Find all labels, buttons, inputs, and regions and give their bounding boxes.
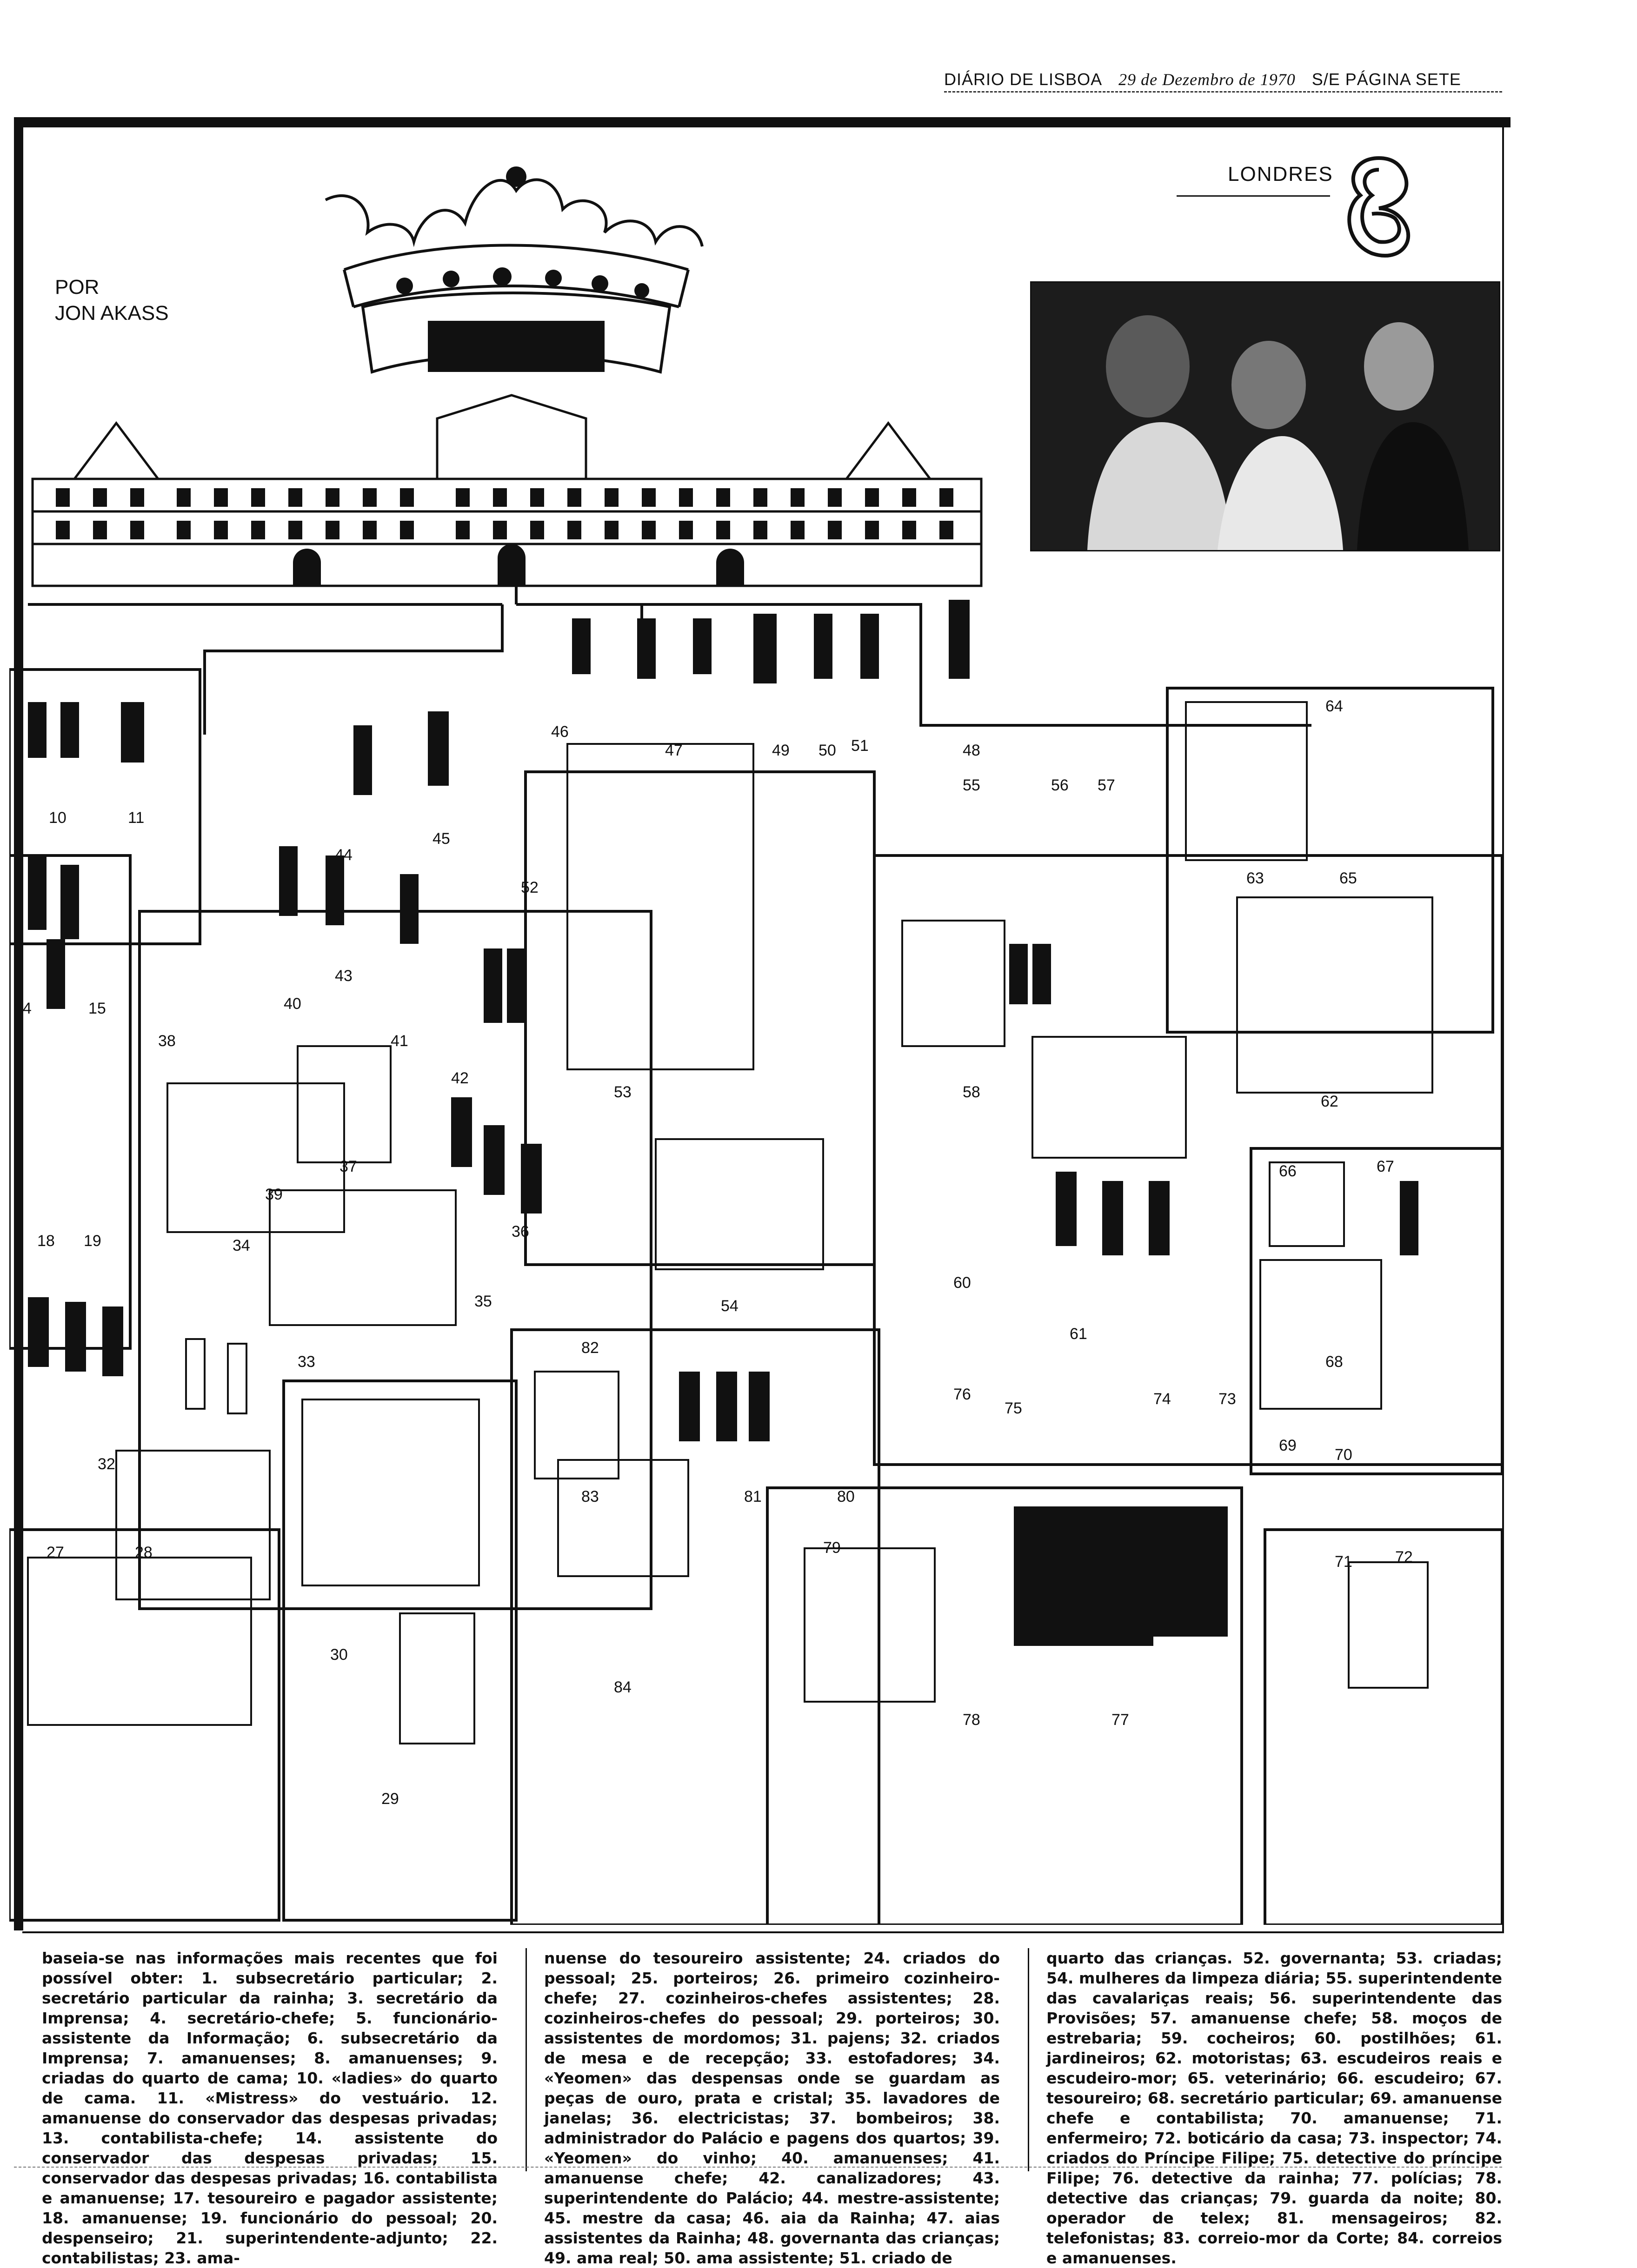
figure-number: 10 — [49, 809, 67, 827]
figure-number: 29 — [381, 1790, 399, 1808]
section-rule — [1177, 195, 1330, 197]
figure-number: 72 — [1395, 1548, 1413, 1566]
byline-prefix: POR — [55, 276, 100, 298]
top-border-bar — [22, 117, 1511, 127]
newspaper-header — [944, 70, 1502, 89]
column-divider — [526, 1948, 527, 2171]
figure-number: 60 — [953, 1274, 971, 1292]
figure-number: 54 — [721, 1297, 739, 1315]
figure-number: 73 — [1218, 1390, 1236, 1408]
figure-number: 53 — [614, 1083, 632, 1101]
newspaper-name: DIÁRIO DE LISBOA — [944, 70, 1103, 89]
figure-number: 56 — [1051, 776, 1069, 794]
legend-column-3: quarto das crianças. 52. governanta; 53. criadas; 54. mulheres da limpeza diária; 55. superintendente das cavalariças reais; 56. superintendente das Provisões; 57. amanuense chefe; 58. moços de estrebaria; 59. cocheiros; 60. postilhões; 61. jardineiros; 62. motoristas; 63. escudeiros reais e escudeiro-mor; 65. veterinário; 66. escudeiro; 67. tesoureiro; 68. secretário particular; 69. amanuense chefe e contabilista; 70. amanuense; 71. enfermeiro; 72. boticário da casa; 73. inspector; 74. criados do Príncipe Filipe; 75. detective do príncipe Filipe; 76. detective da rainha; 77. polícias; 78. detective das crianças; 79. guarda da noite; 80. operador de telex; 81. mensageiros; 82. telefonistas; 83. correio-mor da Corte; 84. correios e amanuenses. — [1046, 1949, 1502, 2267]
figure-number: 19 — [84, 1232, 101, 1250]
figure-number: 69 — [1279, 1437, 1297, 1454]
figure-number: 51 — [851, 737, 869, 755]
figure-number: 79 — [823, 1539, 841, 1557]
figure-number: 62 — [1321, 1093, 1338, 1110]
figure-number: 43 — [335, 967, 353, 985]
page-label: S/E PÁGINA SETE — [1311, 70, 1461, 89]
figure-number: 36 — [512, 1223, 529, 1240]
figure-number: 28 — [135, 1544, 153, 1561]
figure-number: 41 — [391, 1032, 408, 1050]
figure-number: 46 — [551, 723, 569, 741]
figure-number: 48 — [963, 742, 980, 759]
figure-number: 67 — [1377, 1158, 1394, 1175]
figure-number: 66 — [1279, 1162, 1297, 1180]
section-number-graphic — [1335, 149, 1423, 270]
figure-number: 27 — [47, 1544, 64, 1561]
column-divider — [1028, 1948, 1029, 2171]
legend-column-2: nuense do tesoureiro assistente; 24. criados do pessoal; 25. porteiros; 26. primeiro cozinheiro-chefe; 27. cozinheiros-chefes assistentes; 28. cozinheiros-chefes do pessoal; 29. porteiros; 30. assistentes de mordomos; 31. pajens; 32. criados de mesa e de recepção; 33. estofadores; 34. «Yeomen» das despensas onde se guardam as peças de ouro, prata e cristal; 35. lavadores de janelas; 36. electricistas; 37. bombeiros; 38. administrador do Palácio e pagens dos quartos; 39. «Yeomen» do vinho; 40. amanuenses; 41. amanuense chefe; 42. canalizadores; 43. superintendente do Palácio; 44. mestre-assistente; 45. mestre da casa; 46. aia da Rainha; 47. aias assistentes da Rainha; 48. governanta das crianças; 49. ama real; 50. ama assistente; 51. criado de — [544, 1949, 1000, 2267]
figure-number: 65 — [1339, 869, 1357, 887]
figure-number: 52 — [521, 879, 539, 896]
figure-number: 70 — [1335, 1446, 1352, 1464]
figure-number: 82 — [581, 1339, 599, 1357]
figure-number: 33 — [298, 1353, 315, 1371]
figure-number: 68 — [1325, 1353, 1343, 1371]
figure-number: 14 — [14, 1000, 32, 1017]
figure-number: 45 — [433, 830, 450, 848]
figure-number: 47 — [665, 742, 683, 759]
figure-number: 63 — [1246, 869, 1264, 887]
byline — [55, 274, 169, 326]
figure-number: 71 — [1335, 1553, 1352, 1571]
figure-number: 35 — [474, 1293, 492, 1310]
figure-number: 55 — [963, 776, 980, 794]
figure-number: 64 — [1325, 697, 1343, 715]
figure-number: 50 — [818, 742, 836, 759]
figure-number: 38 — [158, 1032, 176, 1050]
legend-column-1: baseia-se nas informações mais recentes que foi possível obter: 1. subsecretário particular; 2. secretário particular da rainha; 3. secretário da Imprensa; 4. secretário-chefe; 5. funcionário-assistente da Informação; 6. subsecretário da Imprensa; 7. amanuenses; 8. amanuenses; 9. criadas do quarto de cama; 10. «ladies» do quarto de cama. 11. «Mistress» do vestuário. 12. amanuense do conservador das despesas privadas; 13. contabilista-chefe; 14. assistente do conservador das despesas privadas; 15. conservador das despesas privadas; 16. contabilista e amanuense; 17. tesoureiro e pagador assistente; 18. amanuense; 19. funcionário do pessoal; 20. despenseiro; 21. superintendente-adjunto; 22. contabilistas; 23. ama- — [42, 1949, 498, 2267]
staff-hierarchy-illustration — [9, 577, 1507, 1925]
figure-number: 39 — [265, 1186, 283, 1203]
figure-number: 58 — [963, 1083, 980, 1101]
figure-number: 30 — [330, 1646, 348, 1664]
figure-number: 78 — [963, 1711, 980, 1729]
figure-number: 40 — [284, 995, 301, 1013]
byline-author: JON AKASS — [55, 302, 169, 325]
figure-number: 42 — [451, 1069, 469, 1087]
figure-number: 61 — [1070, 1325, 1087, 1343]
figure-number: 74 — [1153, 1390, 1171, 1408]
figure-number: 76 — [953, 1386, 971, 1403]
figure-number: 81 — [744, 1488, 762, 1505]
photograph-figures — [1031, 283, 1499, 550]
palace-illustration — [28, 391, 991, 590]
issue-date: 29 de Dezembro de 1970 — [1118, 70, 1296, 89]
figure-number: 15 — [88, 1000, 106, 1017]
crown-illustration — [298, 130, 716, 381]
figure-number: 84 — [614, 1678, 632, 1696]
figure-number: 37 — [339, 1158, 357, 1175]
figure-number: 32 — [98, 1455, 115, 1473]
figure-number: 34 — [233, 1237, 250, 1254]
figure-number: 18 — [37, 1232, 55, 1250]
photograph — [1030, 281, 1500, 551]
section-number: 8 — [1377, 215, 1380, 220]
figure-number: 49 — [772, 742, 790, 759]
figure-number: 75 — [1005, 1399, 1022, 1417]
figure-number: 80 — [837, 1488, 855, 1505]
figure-number: 77 — [1111, 1711, 1129, 1729]
figure-number: 11 — [128, 809, 145, 827]
figure-number: 83 — [581, 1488, 599, 1505]
page-bottom-rule — [14, 2167, 1502, 2168]
figure-number: 44 — [335, 846, 353, 864]
figure-number: 57 — [1098, 776, 1115, 794]
header-rule — [944, 91, 1502, 93]
section-city: LONDRES — [1228, 163, 1333, 186]
